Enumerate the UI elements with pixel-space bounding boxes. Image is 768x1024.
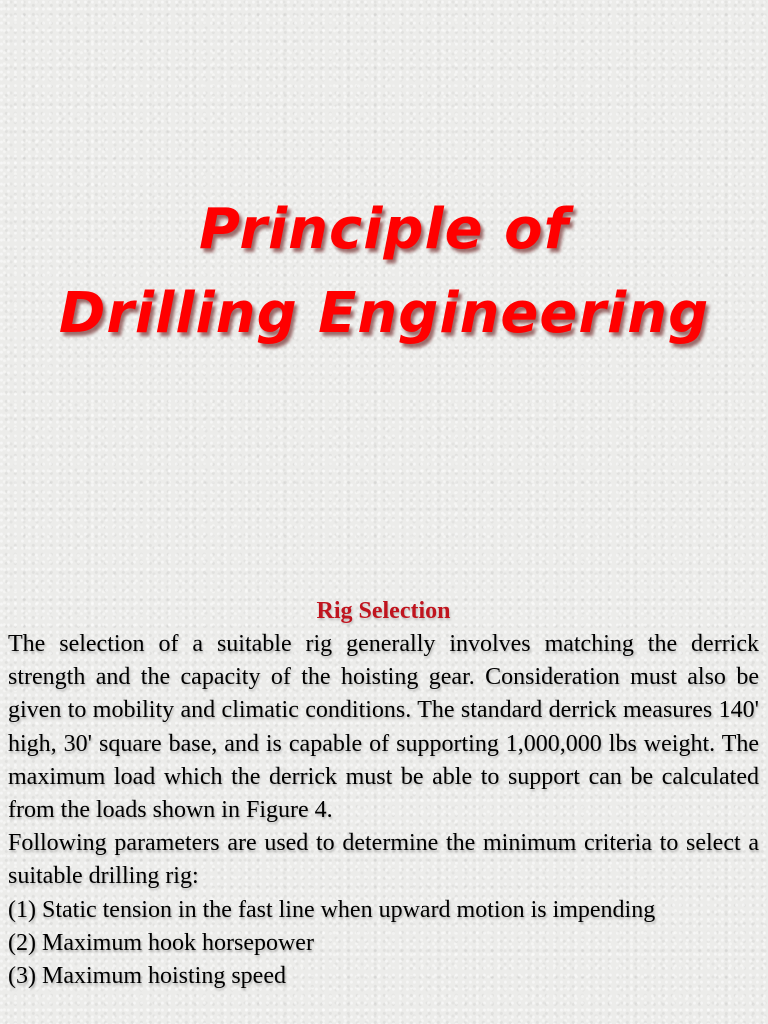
section-heading: Rig Selection (316, 598, 451, 624)
criteria-item-2: (2) Maximum hook horsepower (8, 929, 314, 956)
criteria-item-1: (1) Static tension in the fast line when upward motion is impending (8, 896, 656, 923)
title-line-2: Drilling Engineering (58, 281, 710, 346)
body-paragraph-2: Following parameters are used to determine the minimum criteria to select a suitable drilling rig: (8, 830, 759, 890)
title-line-1: Principle of (199, 197, 569, 262)
body-paragraph-1: The selection of a suitable rig generally involves matching the derrick strength and the capacity of the hoisting gear. Consideration must also be given to mobility and climatic conditions. The standard derrick measures 140' high, 30' square base, and is capable of supporting 1,000,000 lbs weight. The maximum load which the derrick must be able to support can be calculated from the loads shown in Figure 4. (8, 631, 759, 824)
criteria-item-3: (3) Maximum hoisting speed (8, 963, 286, 990)
slide-body (8, 594, 759, 993)
slide-title (0, 188, 768, 356)
